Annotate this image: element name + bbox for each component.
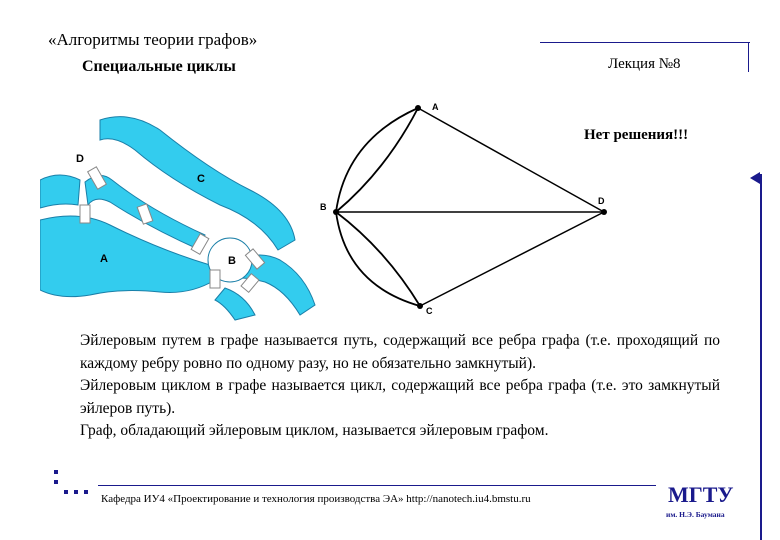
vertex-b: [333, 209, 339, 215]
vertex-c: [417, 303, 423, 309]
vertex-label-d: D: [598, 196, 605, 206]
vertex-label-a: A: [432, 102, 439, 112]
map-label-d: D: [76, 153, 84, 165]
university-logo-subtitle: им. Н.Э. Баумана: [666, 510, 725, 519]
edge-b-c-inner: [336, 212, 420, 306]
definition-euler-cycle: Эйлеровым циклом в графе называется цикл, содержащий все ребра графа (т.е. это замкнутый эйлеров путь).: [80, 377, 720, 417]
definition-euler-path: Эйлеровым путем в графе называется путь, содержащий все ребра графа (т.е. проходящий по каждому ребру ровно по одному разу, но не обязательно замкнутый).: [80, 332, 720, 372]
edge-c-d: [420, 212, 604, 306]
vertex-d: [601, 209, 607, 215]
slide-subtitle: Специальные циклы: [82, 58, 236, 75]
map-label-c: C: [197, 173, 205, 185]
graph-diagram: [316, 100, 616, 320]
vertex-a: [415, 105, 421, 111]
right-side-bar: [760, 174, 780, 540]
presentation-title: «Алгоритмы теории графов»: [48, 30, 258, 49]
vertex-label-b: B: [320, 202, 327, 212]
header-rule-tick: [748, 42, 749, 72]
river-segment-left-top: [40, 175, 80, 208]
definition-euler-graph: Граф, обладающий эйлеровым циклом, называется эйлеровым графом.: [80, 422, 549, 439]
map-label-a: A: [100, 253, 108, 265]
definition-text: [80, 330, 720, 443]
footer-rule: [98, 485, 656, 486]
bridge: [210, 270, 220, 288]
lecture-number: Лекция №8: [608, 56, 681, 72]
bridge: [80, 205, 90, 223]
footer-department: Кафедра ИУ4 «Проектирование и технология производства ЭА» http://nanotech.iu4.bmstu.ru: [101, 493, 531, 505]
river-segment-lower-right: [215, 288, 255, 320]
university-logo: МГТУ: [668, 482, 734, 507]
right-bar-marker: [750, 172, 760, 184]
map-label-b: B: [228, 255, 236, 267]
vertex-label-c: C: [426, 306, 433, 316]
edge-a-b-outer: [336, 108, 418, 212]
edge-b-c-outer: [336, 212, 420, 306]
konigsberg-map: [40, 110, 318, 324]
no-solution-note: Нет решения!!!: [584, 127, 689, 143]
edge-a-d: [418, 108, 604, 212]
edge-a-b-inner: [336, 108, 418, 212]
header-rule: [540, 42, 750, 43]
